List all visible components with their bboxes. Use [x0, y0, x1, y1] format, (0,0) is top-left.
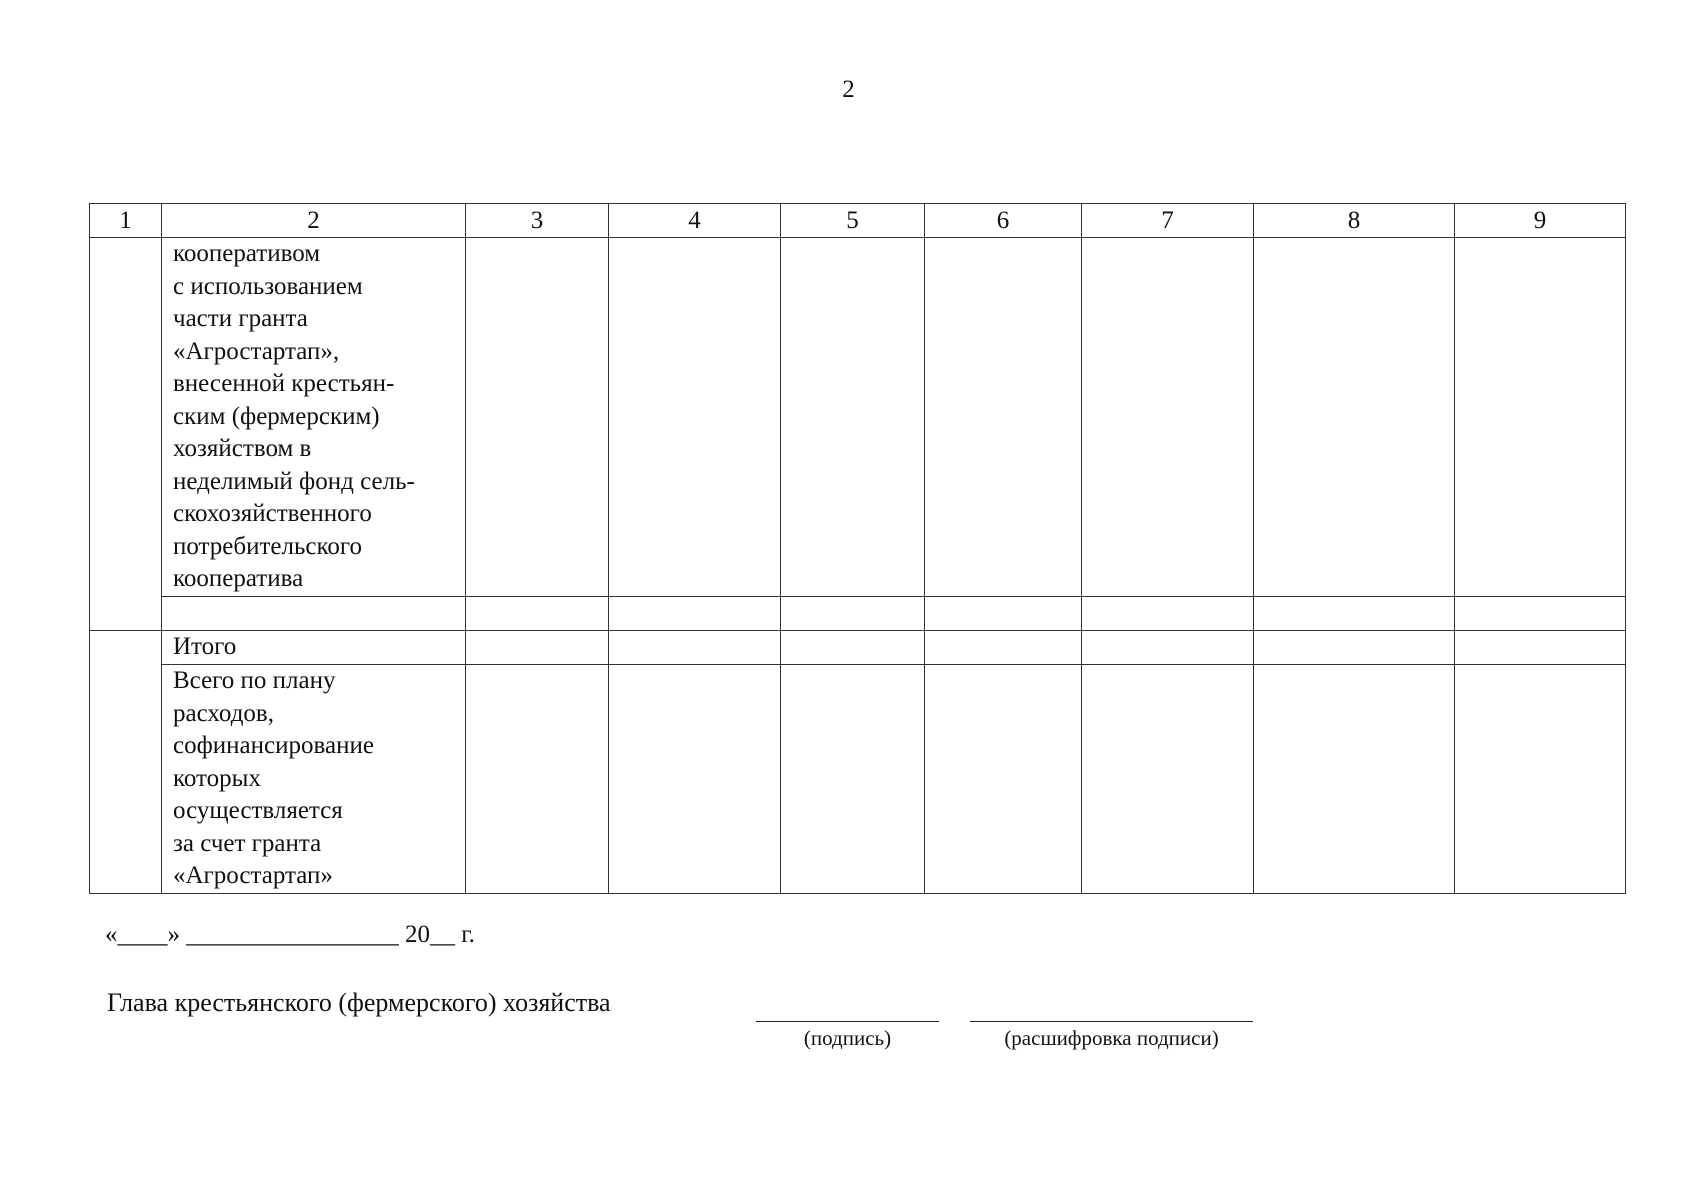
- table-cell: [1082, 631, 1254, 665]
- table-cell: [609, 597, 781, 631]
- grand-total-label: Всего по плану расходов, софинансирование которых осуществляется за счет гранта «Агростартап»: [162, 665, 466, 894]
- table-cell: [90, 238, 162, 631]
- column-number-cell: 2: [162, 204, 466, 238]
- table-cell: [609, 631, 781, 665]
- signature-decoding-caption: (расшифровка подписи): [1004, 1026, 1219, 1050]
- table-cell: [925, 597, 1082, 631]
- table-cell: [466, 665, 609, 894]
- table-cell: [925, 665, 1082, 894]
- column-number-cell: 4: [609, 204, 781, 238]
- table-cell: [1455, 238, 1626, 597]
- table-cell: [1082, 597, 1254, 631]
- table-cell: [466, 631, 609, 665]
- column-number-cell: 7: [1082, 204, 1254, 238]
- column-number-cell: 3: [466, 204, 609, 238]
- column-number-cell: 1: [90, 204, 162, 238]
- table-cell: [1455, 597, 1626, 631]
- table-cell: [781, 597, 925, 631]
- date-line: «____» _________________ 20__ г.: [105, 921, 475, 948]
- table-cell: [90, 631, 162, 894]
- table-cell: [1082, 238, 1254, 597]
- table-cell: [1254, 597, 1455, 631]
- table-cell: [1254, 631, 1455, 665]
- column-number-cell: 6: [925, 204, 1082, 238]
- table-cell: [1082, 665, 1254, 894]
- table-cell: [1254, 238, 1455, 597]
- column-number-cell: 5: [781, 204, 925, 238]
- table-cell: [781, 631, 925, 665]
- table-cell: [466, 597, 609, 631]
- table-cell: [1254, 665, 1455, 894]
- table-cell: [466, 238, 609, 597]
- table-cell: [781, 665, 925, 894]
- table-cell: [162, 597, 466, 631]
- page-number: 2: [842, 76, 855, 103]
- row-description: кооперативом с использованием части гранта «Агростартап», внесенной крестьян- ским (фермерским) хозяйством в неделимый фонд сель- скохозяйственного потребительского кооператива: [162, 238, 466, 597]
- signature-decoding-line: [970, 1021, 1253, 1022]
- table-row: [90, 597, 1626, 631]
- signature-line: [756, 1021, 939, 1022]
- column-number-cell: 9: [1455, 204, 1626, 238]
- signature-caption: (подпись): [803, 1026, 892, 1050]
- table-row: [90, 631, 1626, 665]
- total-label: Итого: [162, 631, 466, 665]
- table-cell: [781, 238, 925, 597]
- table-cell: [925, 238, 1082, 597]
- column-number-row: [90, 204, 1626, 238]
- table-cell: [609, 665, 781, 894]
- farm-head-label: Глава крестьянского (фермерского) хозяйства: [107, 988, 611, 1017]
- table-cell: [1455, 665, 1626, 894]
- table-row: [90, 238, 1626, 597]
- table-cell: [1455, 631, 1626, 665]
- table-cell: [925, 631, 1082, 665]
- column-number-cell: 8: [1254, 204, 1455, 238]
- table-row: [90, 665, 1626, 894]
- expense-plan-table: [89, 203, 1626, 894]
- table-cell: [609, 238, 781, 597]
